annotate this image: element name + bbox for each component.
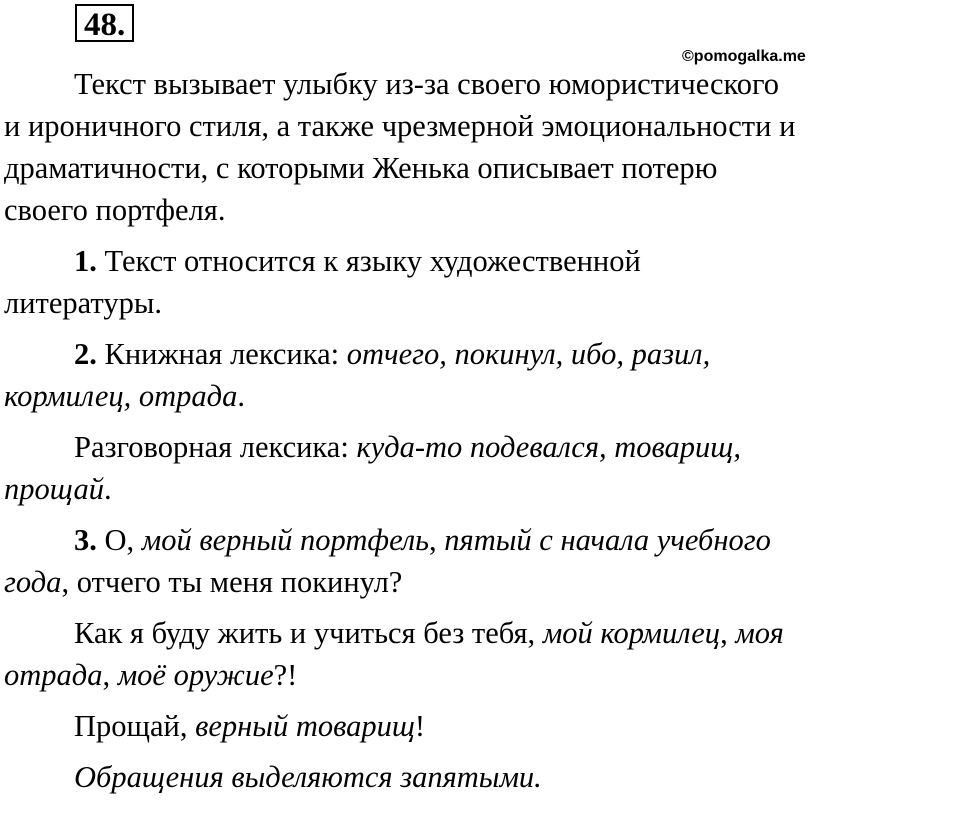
italic-run: пятый с начала учебного [444, 523, 771, 557]
text-line [4, 561, 954, 603]
text-line [4, 612, 954, 654]
paragraph-example-2 [4, 612, 954, 696]
text-line [4, 705, 954, 747]
italic-run: верный товарищ [195, 709, 415, 743]
paragraph-point-1 [4, 240, 954, 324]
text-line: своего портфеля. [4, 193, 226, 227]
text-line: и ироничного стиля, а также чрезмерной эмоциональности и [4, 109, 796, 143]
watermark: ©pomogalka.me [682, 48, 806, 65]
italic-run: куда-то подевался, товарищ, [356, 430, 741, 464]
text-line: Текст вызывает улыбку из-за своего юмористического [74, 67, 780, 101]
paragraph-point-3 [4, 519, 954, 603]
text-line: драматичности, с которыми Женька описывает потерю [4, 151, 718, 185]
italic-run: отчего, покинул, ибо, разил, [346, 337, 711, 371]
text-run: Прощай, [74, 709, 196, 743]
italic-run: кормилец, отрада [4, 379, 238, 413]
italic-run: отрада [4, 658, 103, 692]
italic-run: моё оружие [117, 658, 274, 692]
text-line [4, 375, 954, 417]
text-line [4, 654, 954, 696]
text-line [4, 240, 954, 282]
italic-run: моя [735, 616, 784, 650]
italic-run: Обращения выделяются запятыми. [74, 760, 542, 794]
text-line [4, 756, 954, 798]
paragraph-colloquial [4, 426, 954, 510]
task-number-box: 48. [75, 4, 134, 42]
text-run: , [102, 658, 118, 692]
italic-run: прощай [4, 472, 105, 506]
answer-text [4, 63, 954, 807]
text-line: литературы. [4, 286, 162, 320]
italic-run: мой кормилец [542, 616, 721, 650]
text-run: Текст относится к языку художественной [96, 244, 641, 278]
text-run: , [720, 616, 736, 650]
point-number: 3. [74, 523, 97, 557]
text-line [4, 333, 954, 375]
text-run: О, [96, 523, 142, 557]
text-line [4, 426, 954, 468]
point-number: 2. [74, 337, 97, 371]
text-run: Как я буду жить и учиться без тебя, [74, 616, 543, 650]
point-number: 1. [74, 244, 97, 278]
paragraph-point-2 [4, 333, 954, 417]
italic-run: года [4, 565, 62, 599]
text-run: Книжная лексика: [96, 337, 347, 371]
text-run: , отчего ты меня покинул? [61, 565, 403, 599]
paragraph-conclusion [4, 756, 954, 798]
text-run: ?! [273, 658, 298, 692]
text-run: . [104, 472, 112, 506]
text-line [4, 468, 954, 510]
text-run: ! [414, 709, 426, 743]
paragraph-intro [4, 63, 954, 231]
text-run: Разговорная лексика: [74, 430, 357, 464]
paragraph-example-3 [4, 705, 954, 747]
text-run: . [237, 379, 245, 413]
italic-run: мой верный портфель [141, 523, 430, 557]
text-run: , [429, 523, 445, 557]
text-line [4, 519, 954, 561]
